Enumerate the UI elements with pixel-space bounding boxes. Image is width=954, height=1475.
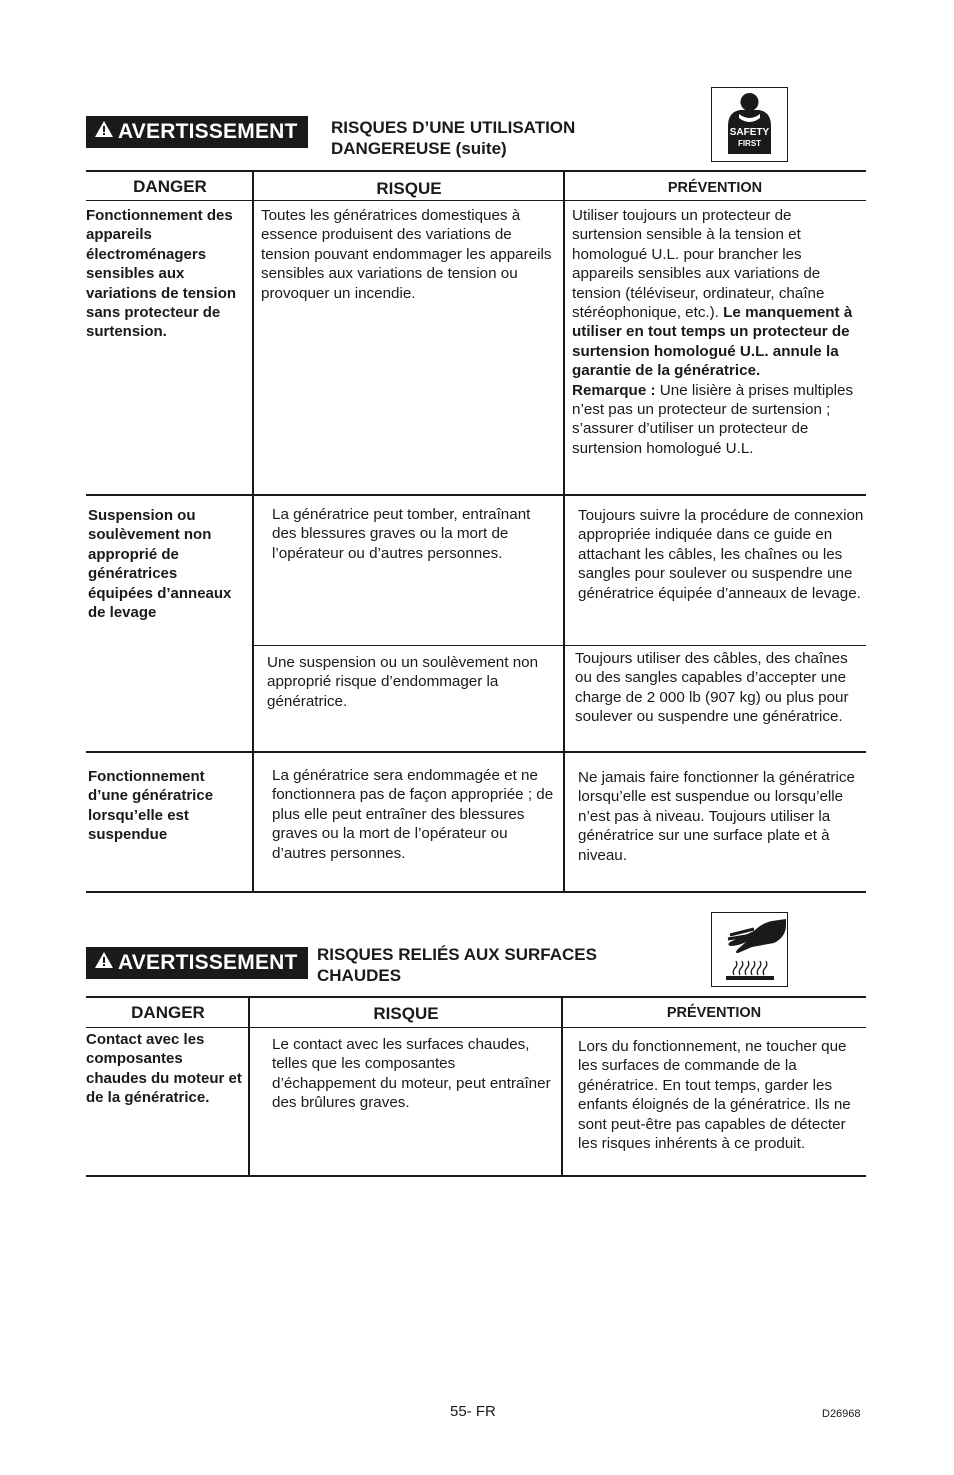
- table2-top-rule: [86, 996, 866, 998]
- warning-badge-label: AVERTISSEMENT: [118, 951, 298, 974]
- table2-bottom-rule: [86, 1175, 866, 1177]
- prevention-warranty-warning: Le manquement à utiliser en tout temps un protecteur de surtension homologué U.L. annule la garantie de la génératrice.: [572, 304, 853, 380]
- table1-row1-prevention: [572, 206, 862, 458]
- table1-row3-risque: La génératrice sera endommagée et ne fonctionnera pas de façon appropriée ; de plus elle peut entraîner des blessures graves ou la mort de l’opérateur ou d’autres personnes.: [272, 767, 554, 862]
- section-title: RISQUES D’UNE UTILISATION DANGEREUSE (suite): [331, 118, 576, 158]
- table1-header-danger: DANGER: [133, 177, 207, 196]
- table1-row2-split-rule: [252, 645, 866, 646]
- table1-bottom-rule: [86, 891, 866, 893]
- warning-triangle-icon: [94, 120, 114, 144]
- warning-badge-label: AVERTISSEMENT: [118, 120, 298, 143]
- section-title: RISQUES RELIÉS AUX SURFACES CHAUDES: [317, 945, 597, 985]
- table2-header-prevention: PRÉVENTION: [666, 1005, 762, 1021]
- table1-header-prevention: PRÉVENTION: [667, 180, 763, 196]
- table1-row2-danger: Suspension ou soulèvement non approprié de génératrices équipées d’anneaux de levage: [88, 507, 232, 622]
- document-id: D26968: [822, 1408, 861, 1420]
- table1-row1-rule: [86, 494, 866, 496]
- hot-surface-icon: [711, 912, 788, 987]
- safety-icon-text: SAFETY: [729, 127, 770, 138]
- table1-row1-danger: Fonctionnement des appareils électroménagers sensibles aux variations de tension sans protecteur de surtension.: [86, 207, 237, 341]
- table1-row2-risque-1: La génératrice peut tomber, entraînant des blessures graves ou la mort de l’opérateur ou d’autres personnes.: [272, 506, 531, 562]
- prevention-note: Une lisière à prises multiples n’est pas un protecteur de surtension ; s’assurer d’utiliser un protecteur de surtension homologué U.L.: [572, 381, 854, 457]
- table1-row1-risque: Toutes les génératrices domestiques à essence produisent des variations de tension pouvant endommager les appareils sensibles aux variations de tension ou provoquer un incendie.: [261, 207, 552, 302]
- table2-row1-risque: Le contact avec les surfaces chaudes, telles que les composantes d’échappement du moteur, peut entraîner des brûlures graves.: [272, 1036, 551, 1112]
- prevention-note-label: Remarque :: [572, 381, 656, 399]
- table1-row2-risque-2: Une suspension ou un soulèvement non approprié risque d’endommager la génératrice.: [267, 654, 539, 710]
- page-number: 55- FR: [450, 1403, 496, 1420]
- table1-row2-rule: [86, 751, 866, 753]
- table1-row3-prevention: Ne jamais faire fonctionner la génératrice lorsqu’elle est suspendue ou lorsqu’elle n’est pas à niveau. Toujours utiliser la génératrice sur une surface plate et à niveau.: [578, 769, 855, 864]
- first-icon-text: FIRST: [737, 139, 762, 148]
- table1-row2-prevention-1: Toujours suivre la procédure de connexion appropriée indiquée dans ce guide en attachant les câbles, les chaînes ou les sangles pour soulever ou suspendre une génératrice équipée d’anneaux de levage.: [578, 507, 864, 602]
- warning-badge: [86, 116, 308, 148]
- table2-header-danger: DANGER: [131, 1003, 205, 1022]
- table1-header-risque: RISQUE: [376, 179, 442, 198]
- table2-col-rule-2: [561, 996, 563, 1176]
- table2-header-rule: [86, 1027, 866, 1028]
- table1-col-rule-2: [563, 170, 565, 892]
- table2-header-risque: RISQUE: [373, 1004, 439, 1023]
- prevention-text: Utiliser toujours un protecteur de surtension sensible à la tension et homologué U.L. pour brancher les appareils sensibles aux variations de tension (téléviseur, ordinateur, chaîne stéréophonique, etc.).: [572, 207, 825, 322]
- table1-header-rule: [86, 200, 866, 201]
- table2-row1-danger: Contact avec les composantes chaudes du moteur et de la génératrice.: [86, 1031, 242, 1107]
- table1-col-rule-1: [252, 170, 254, 892]
- safety-first-icon: [711, 87, 788, 162]
- table1-top-rule: [86, 170, 866, 172]
- table1-row3-danger: Fonctionnement d’une génératrice lorsqu’elle est suspendue: [88, 768, 214, 844]
- table2-col-rule-1: [248, 996, 250, 1176]
- warning-triangle-icon: [94, 951, 114, 975]
- table2-row1-prevention: Lors du fonctionnement, ne toucher que les surfaces de commande de la génératrice. En tout temps, garder les enfants éloignés de la génératrice. Ils ne sont peut-être pas capables de détecter les risques inhérents à ce produit.: [578, 1038, 851, 1153]
- table1-row2-prevention-2: Toujours utiliser des câbles, des chaînes ou des sangles capables d’accepter une charge de 2 000 lb (907 kg) ou plus pour soulever ou suspendre une génératrice.: [575, 650, 849, 726]
- warning-badge: [86, 947, 308, 979]
